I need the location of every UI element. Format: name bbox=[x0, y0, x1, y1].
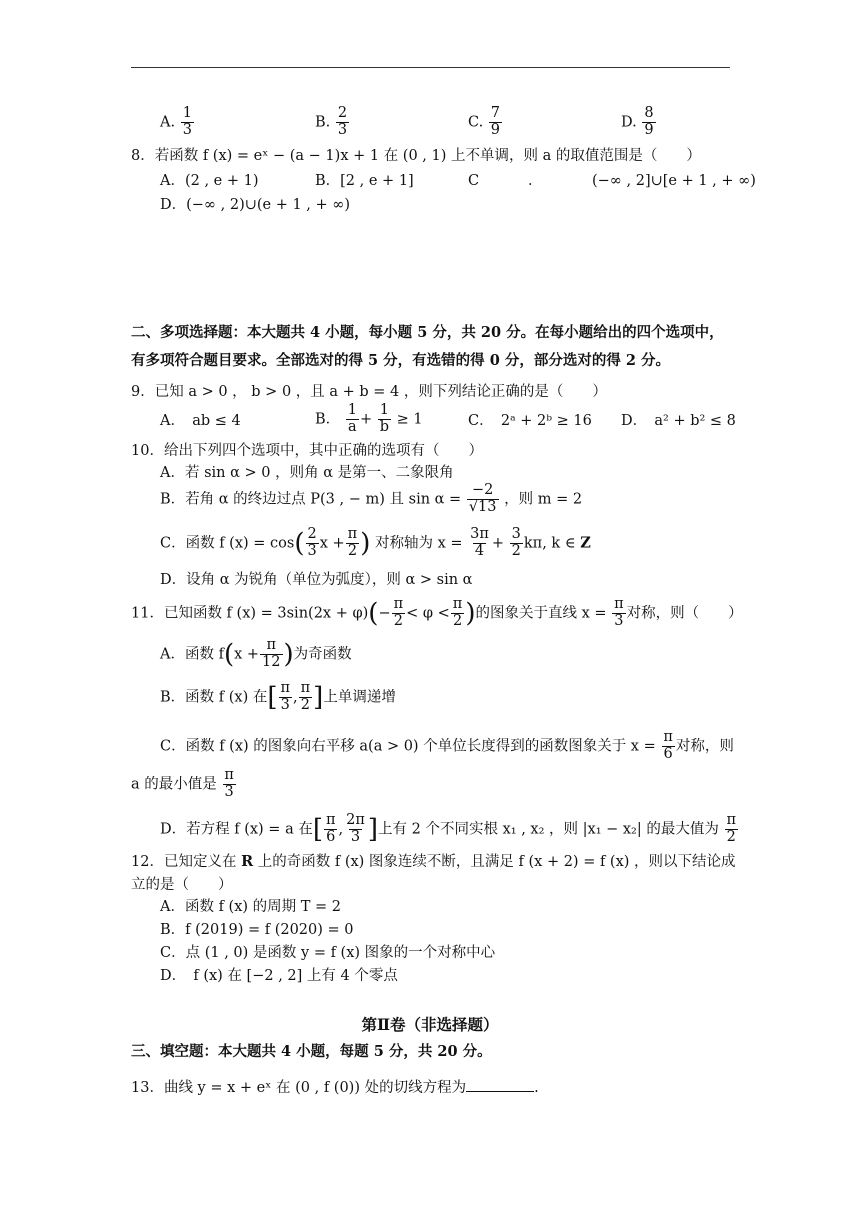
q10-option-a: A．若 sin α > 0 ，则角 α 是第一、二象限角 bbox=[160, 465, 454, 481]
q9-option-a: A． ab ≤ 4 bbox=[160, 413, 241, 429]
q7-option-c: C. $\frac{7}{9}$ bbox=[468, 105, 501, 138]
q7-option-b: B. $\frac{2}{3}$ bbox=[315, 105, 348, 138]
q11-stem: 11．已知函数 f (x) = 3sin(2x + φ)(− $\frac{\pi}{2}$ < φ < $\frac{\pi}{2}$ )的图象关于直线 x = $\frac{\pi}{3}$ 对称，则（ ） bbox=[131, 596, 743, 629]
q9-option-d: D． a² + b² ≤ 8 bbox=[621, 413, 736, 429]
q13-line: 13．曲线 y = x + eˣ 在 (0 , f (0)) 处的切线方程为 . bbox=[131, 1077, 539, 1097]
q12-option-c: C．点 (1 , 0) 是函数 y = f (x) 图象的一个对称中心 bbox=[160, 945, 496, 961]
q11-option-a: A．函数 f(x + $\frac{\pi}{12}$ )为奇函数 bbox=[160, 637, 352, 670]
q8-option-a: A．(2 , e + 1) bbox=[160, 173, 259, 189]
q10-option-d: D．设角 α 为锐角（单位为弧度），则 α > sin α bbox=[160, 572, 473, 588]
answer-blank[interactable] bbox=[466, 1077, 534, 1092]
q10-option-b: B．若角 α 的终边过点 P(3 , − m) 且 sin α = $\frac{-2}{√13}$ ，则 m = 2 bbox=[160, 482, 583, 515]
q7-option-a: A. $\frac{1}{3}$ bbox=[160, 105, 192, 138]
q8-option-c: (−∞ , 2]∪[e + 1 , + ∞) bbox=[592, 173, 756, 189]
q7-option-d: D. $\frac{8}{9}$ bbox=[621, 105, 654, 138]
section3-heading: 三、填空题：本大题共 4 小题，每题 5 分，共 20 分。 bbox=[131, 1043, 492, 1060]
section2-line1: 二、多项选择题：本大题共 4 小题，每小题 5 分，共 20 分。在每小题给出的四个选项中， bbox=[131, 324, 724, 341]
q12-line1: 12．已知定义在 R 上的奇函数 f (x) 图象连续不断，且满足 f (x + 2) = f (x) ，则以下结论成 bbox=[131, 853, 736, 870]
part2-title: 第Ⅱ卷（非选择题） bbox=[361, 1015, 499, 1034]
q12-option-a: A．函数 f (x) 的周期 T = 2 bbox=[160, 899, 342, 915]
q9-option-c: C． 2ᵃ + 2ᵇ ≥ 16 bbox=[468, 413, 592, 429]
header-rule bbox=[131, 67, 730, 68]
q11-option-c-line2: a 的最小值是 $\frac{\pi}{3}$ bbox=[131, 767, 234, 800]
q10-stem: 10．给出下列四个选项中，其中正确的选项有（ ） bbox=[131, 443, 483, 459]
q8-option-b: B．[2 , e + 1] bbox=[315, 173, 414, 189]
q12-option-b: B．f (2019) = f (2020) = 0 bbox=[160, 922, 354, 938]
q10-option-c: C．函数 f (x) = cos( $\frac{2}{3}$ x + $\frac{\pi}{2}$ ) 对称轴为 x = $\frac{3\pi}{4}$ + $\frac{3}{2}$ kπ, k ∈ Z bbox=[160, 526, 591, 559]
q11-option-b: B．函数 f (x) 在[ $\frac{\pi}{3}$ , $\frac{\pi}{2}$ ]上单调递增 bbox=[160, 680, 396, 713]
q9-option-b: B． $\frac{1}{a}$ + $\frac{1}{b}$ ≥ 1 bbox=[315, 402, 423, 435]
q8-option-c-dot: ． bbox=[528, 173, 543, 189]
q11-option-d: D．若方程 f (x) = a 在[ $\frac{\pi}{6}$ , $\frac{2\pi}{3}$ ]上有 2 个不同实根 x₁ , x₂ ，则 |x₁ − x₂| 的最大值为 $\frac{\pi}{2}$ bbox=[160, 812, 736, 845]
q12-line2: 立的是（ ） bbox=[131, 877, 233, 893]
q12-option-d: D． f (x) 在 [−2 , 2] 上有 4 个零点 bbox=[160, 968, 398, 984]
section2-line2: 有多项符合题目要求。全部选对的得 5 分，有选错的得 0 分，部分选对的得 2 分。 bbox=[131, 352, 671, 369]
q8-stem: 8．若函数 f (x) = eˣ − (a − 1)x + 1 在 (0 , 1) 上不单调，则 a 的取值范围是（ ） bbox=[131, 148, 701, 164]
q8-option-d: D．(−∞ , 2)∪(e + 1 , + ∞) bbox=[160, 197, 351, 213]
q9-stem: 9．已知 a > 0 ， b > 0 ，且 a + b = 4 ，则下列结论正确的是（ ） bbox=[131, 384, 607, 400]
q11-option-c-line1: C．函数 f (x) 的图象向右平移 a(a > 0) 个单位长度得到的函数图象关于 x = $\frac{\pi}{6}$ 对称，则 bbox=[160, 729, 734, 762]
q8-option-c-label: C bbox=[468, 173, 480, 189]
